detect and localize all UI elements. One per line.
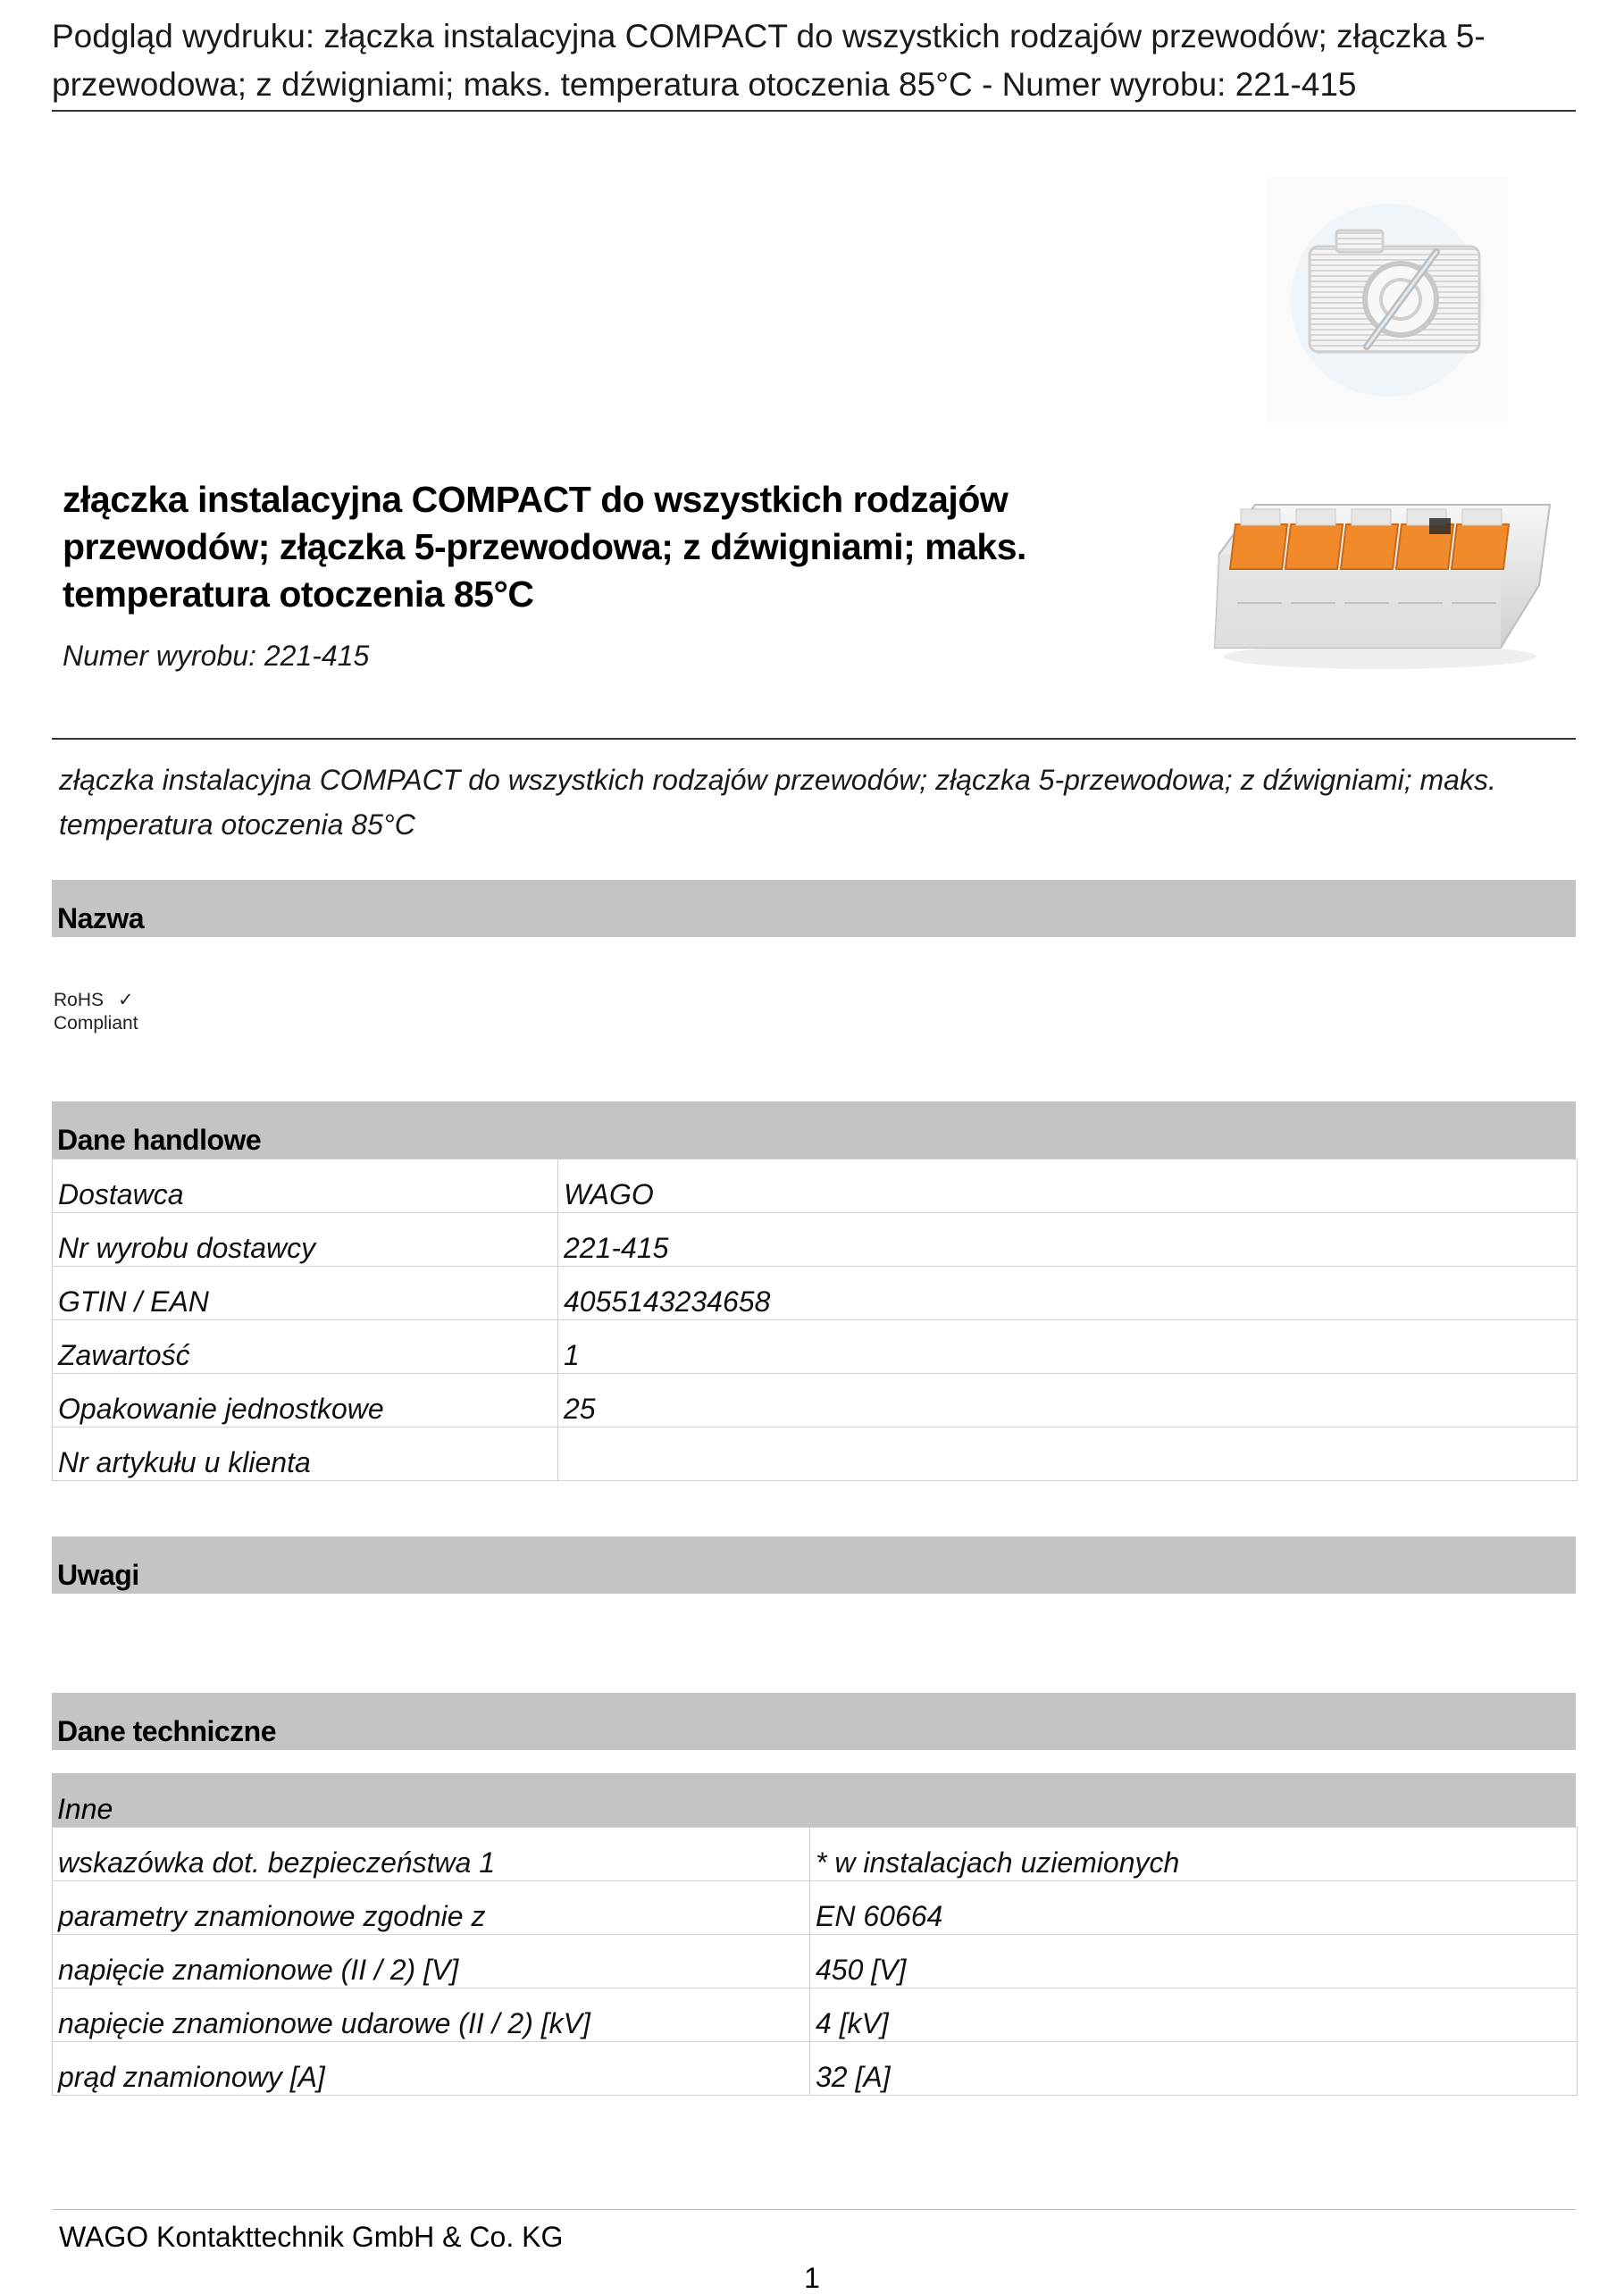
table-row — [53, 2042, 1578, 2096]
connector-lever — [1230, 524, 1287, 569]
section-header-uwagi — [52, 1536, 1576, 1594]
row-value: 4055143234658 — [558, 1267, 1578, 1320]
row-value: 4 [kV] — [810, 1988, 1578, 2042]
row-value: 32 [A] — [810, 2042, 1578, 2096]
connector-clamp-slot — [1462, 509, 1502, 525]
row-value: 221-415 — [558, 1213, 1578, 1267]
connector-lever — [1341, 524, 1398, 569]
no-image-placeholder-icon — [1267, 177, 1508, 423]
row-value: * w instalacjach uziemionych — [810, 1828, 1578, 1881]
row-label: prąd znamionowy [A] — [53, 2042, 810, 2096]
table-row — [53, 1267, 1578, 1320]
row-label: Zawartość — [53, 1320, 558, 1374]
row-label: Dostawca — [53, 1160, 558, 1213]
connector-clamp-slot — [1352, 509, 1391, 525]
product-title-line-1: złączka instalacyjna COMPACT do wszystkich rodzajów — [63, 479, 1009, 520]
row-value: 25 — [558, 1374, 1578, 1427]
row-label: Nr artykułu u klienta — [53, 1427, 558, 1481]
row-label: wskazówka dot. bezpieczeństwa 1 — [53, 1828, 810, 1881]
footer-company: WAGO Kontakttechnik GmbH & Co. KG — [59, 2221, 564, 2253]
row-value: 1 — [558, 1320, 1578, 1374]
subsection-header-inne — [52, 1773, 1576, 1827]
connector-clamp-slot — [1241, 509, 1280, 525]
rohs-label: RoHS — [54, 990, 105, 1010]
product-title — [63, 476, 1188, 618]
row-label: Opakowanie jednostkowe — [53, 1374, 558, 1427]
commercial-data-table — [52, 1159, 1578, 1481]
page-number: 1 — [804, 2262, 820, 2294]
connector-clamp-slot — [1296, 509, 1335, 525]
row-value: 450 [V] — [810, 1935, 1578, 1988]
product-title-block — [63, 476, 1188, 673]
section-title: Nazwa — [57, 902, 145, 934]
row-label: Nr wyrobu dostawcy — [53, 1213, 558, 1267]
compliant-label: Compliant — [54, 1013, 138, 1034]
product-number: Numer wyrobu: 221-415 — [63, 640, 370, 672]
row-label: napięcie znamionowe (II / 2) [V] — [53, 1935, 810, 1988]
table-row — [53, 1935, 1578, 1988]
section-title: Dane techniczne — [57, 1715, 277, 1747]
table-row — [53, 1213, 1578, 1267]
footer-divider — [52, 2209, 1576, 2210]
product-title-line-3: temperatura otoczenia 85°C — [63, 574, 534, 615]
section-header-nazwa — [52, 880, 1576, 937]
table-row — [53, 1427, 1578, 1481]
product-description: złączka instalacyjna COMPACT do wszystkich rodzajów przewodów; złączka 5-przewodowa; z dźwigniami; maks. temperatura otoczenia 85°C — [59, 764, 1496, 841]
row-value — [558, 1427, 1578, 1481]
table-row — [53, 1881, 1578, 1935]
row-value: EN 60664 — [810, 1881, 1578, 1935]
row-label: parametry znamionowe zgodnie z — [53, 1881, 810, 1935]
section-header-dane-techniczne — [52, 1693, 1576, 1750]
table-row — [53, 1374, 1578, 1427]
checkmark-icon: ✓ — [118, 990, 134, 1010]
subsection-title: Inne — [57, 1793, 113, 1825]
connector-lever — [1285, 524, 1343, 569]
table-row — [53, 1160, 1578, 1213]
rohs-compliant-badge — [54, 989, 138, 1035]
row-value: WAGO — [558, 1160, 1578, 1213]
table-row — [53, 1828, 1578, 1881]
product-photo — [1201, 469, 1559, 674]
print-preview-header: Podgląd wydruku: złączka instalacyjna COMPACT do wszystkich rodzajów przewodów; złączka 5-przewodowa; z dźwigniami; maks. temperatura otoczenia 85°C - Numer wyrobu: 221-415 — [52, 18, 1486, 103]
row-label: GTIN / EAN — [53, 1267, 558, 1320]
technical-data-table — [52, 1827, 1578, 2096]
section-title: Dane handlowe — [57, 1124, 262, 1156]
row-label: napięcie znamionowe udarowe (II / 2) [kV] — [53, 1988, 810, 2042]
header-divider — [52, 110, 1576, 112]
connector-lever — [1452, 524, 1509, 569]
product-title-line-2: przewodów; złączka 5-przewodowa; z dźwigniami; maks. — [63, 526, 1026, 567]
table-row — [53, 1320, 1578, 1374]
title-divider — [52, 738, 1576, 740]
section-header-dane-handlowe — [52, 1101, 1576, 1159]
table-row — [53, 1988, 1578, 2042]
section-title: Uwagi — [57, 1559, 139, 1591]
